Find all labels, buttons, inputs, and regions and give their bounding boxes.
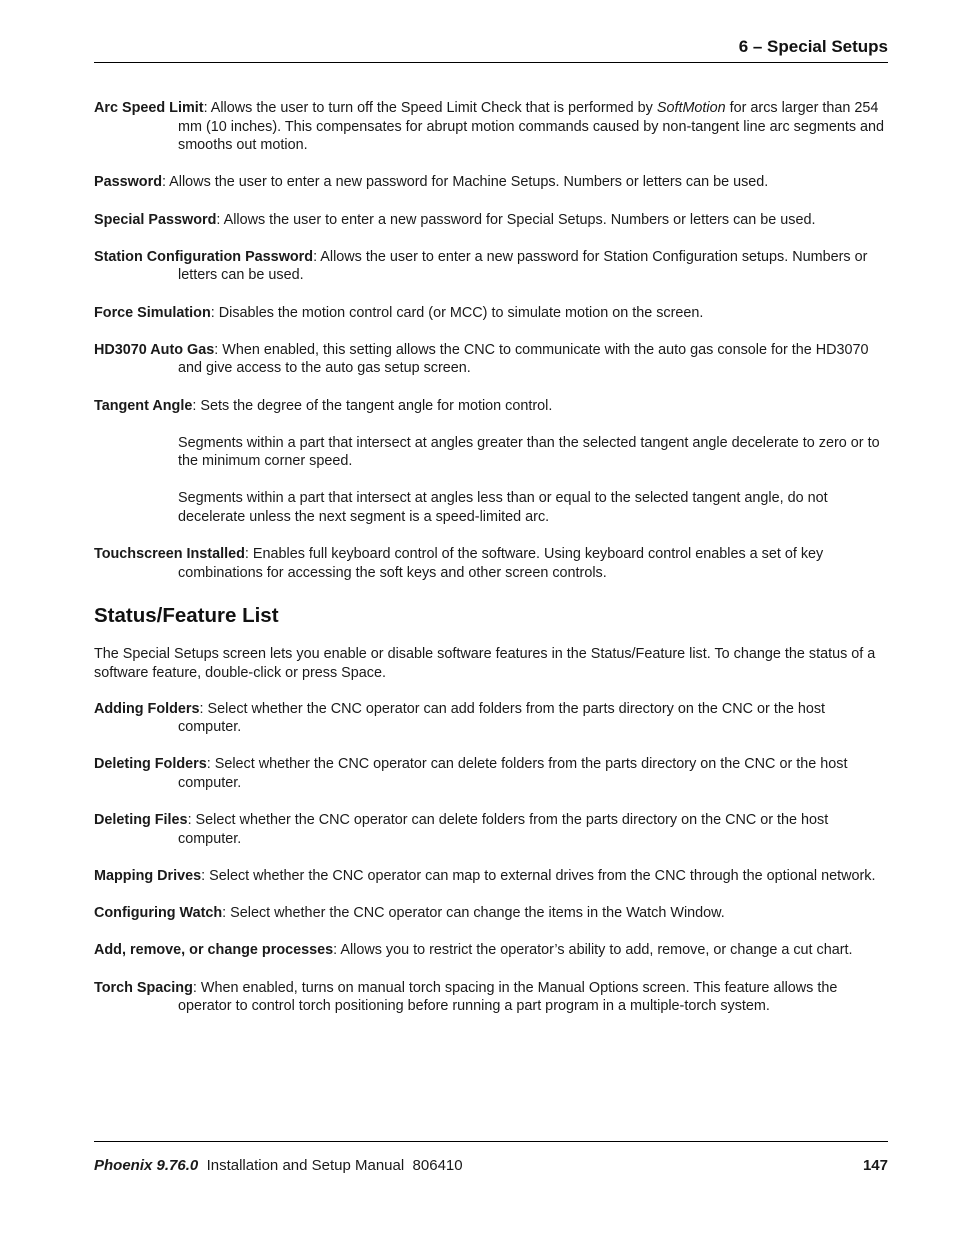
definition-text: : Select whether the CNC operator can map to external drives from the CNC through the optional network.	[201, 867, 876, 884]
footer-manual-title: Installation and Setup Manual	[206, 1157, 405, 1174]
definition-term: Add, remove, or change processes	[94, 942, 334, 959]
definition-text: : Select whether the CNC operator can delete folders from the parts directory on the CNC or the host computer.	[178, 812, 829, 847]
definition-text: : Allows the user to enter a new password for Machine Setups. Numbers or letters can be used.	[161, 174, 769, 191]
tangent-note: Segments within a part that intersect at angles greater than the selected tangent angle decelerate to zero or to the minimum corner speed.	[178, 434, 880, 470]
definition-term: Arc Speed Limit	[94, 100, 204, 116]
definition-deleting-files	[94, 811, 888, 848]
footer-product-name: Phoenix 9.76.0	[94, 1157, 199, 1174]
definition-tangent-angle	[94, 397, 888, 416]
definition-term: Deleting Files	[94, 812, 188, 829]
definition-term: HD3070 Auto Gas	[94, 341, 215, 358]
page-header	[94, 36, 888, 63]
definition-term: Deleting Folders	[94, 756, 207, 773]
definition-text: : Enables full keyboard control of the software. Using keyboard control enables a set of key combinations for accessing the soft keys and other screen controls.	[178, 546, 824, 581]
definition-text: : Allows the user to turn off the Speed Limit Check that is performed by	[203, 100, 657, 116]
chapter-title: 6 – Special Setups	[738, 37, 888, 56]
definition-arc-speed-limit	[94, 99, 888, 155]
definition-text: : When enabled, turns on manual torch spacing in the Manual Options screen. This feature allows the operator to control torch positioning before running a part program in a multiple-torch system.	[178, 979, 838, 1015]
definition-term: Adding Folders	[94, 700, 200, 717]
definition-torch-spacing	[94, 979, 888, 1016]
definition-text: : Allows you to restrict the operator’s ability to add, remove, or change a cut chart.	[333, 942, 853, 959]
definition-term: Torch Spacing	[94, 979, 193, 996]
definition-term: Force Simulation	[94, 304, 211, 321]
definition-hd3070-auto-gas	[94, 341, 888, 378]
definition-emphasis: SoftMotion	[656, 100, 726, 116]
definition-text: for arcs larger than 254 mm (10 inches). This compensates for abrupt motion commands caused by non-tangent line arc segments and smooths out motion.	[178, 100, 885, 154]
definition-deleting-folders	[94, 755, 888, 792]
definition-touchscreen-installed	[94, 545, 888, 582]
definition-term: Special Password	[94, 211, 217, 228]
definition-text: : Allows the user to enter a new password for Special Setups. Numbers or letters can be used.	[216, 211, 816, 228]
definition-term: Touchscreen Installed	[94, 546, 245, 563]
definition-adding-folders	[94, 700, 888, 737]
footer-document-info	[94, 1157, 463, 1174]
definition-term: Tangent Angle	[94, 397, 193, 414]
definition-configuring-watch	[94, 904, 888, 923]
definition-special-password	[94, 211, 888, 230]
definition-station-configuration-password	[94, 248, 888, 285]
definition-text: : Select whether the CNC operator can add folders from the parts directory on the CNC or the host computer.	[178, 700, 826, 736]
definition-term: Configuring Watch	[94, 905, 223, 922]
definition-term: Mapping Drives	[94, 867, 202, 884]
definition-text: : Sets the degree of the tangent angle for motion control.	[192, 397, 553, 414]
definition-text: : Disables the motion control card (or MCC) to simulate motion on the screen.	[210, 304, 704, 321]
definition-text: : When enabled, this setting allows the CNC to communicate with the auto gas console for the HD3070 and give access to the auto gas setup screen.	[178, 341, 869, 377]
tangent-note: Segments within a part that intersect at angles less than or equal to the selected tangent angle, do not decelerate unless the next segment is a speed-limited arc.	[178, 490, 828, 526]
section-heading: Status/Feature List	[94, 604, 279, 628]
definition-password	[94, 173, 888, 192]
section-intro: The Special Setups screen lets you enable or disable software features in the Status/Feature list. To change the status of a software feature, double-click or press Space.	[94, 646, 876, 682]
definition-term: Password	[94, 174, 162, 191]
definition-force-simulation	[94, 304, 888, 323]
definition-change-processes	[94, 941, 888, 960]
definition-text: : Select whether the CNC operator can delete folders from the parts directory on the CNC or the host computer.	[178, 756, 848, 791]
definition-text: : Allows the user to enter a new password for Station Configuration setups. Numbers or letters can be used.	[178, 248, 868, 284]
page-footer	[94, 1141, 888, 1182]
page-number: 147	[862, 1157, 888, 1174]
page-content	[94, 99, 888, 1034]
definition-mapping-drives	[94, 867, 888, 886]
definition-text: : Select whether the CNC operator can change the items in the Watch Window.	[222, 905, 725, 922]
definition-term: Station Configuration Password	[94, 248, 314, 265]
footer-part-number: 806410	[412, 1157, 463, 1174]
